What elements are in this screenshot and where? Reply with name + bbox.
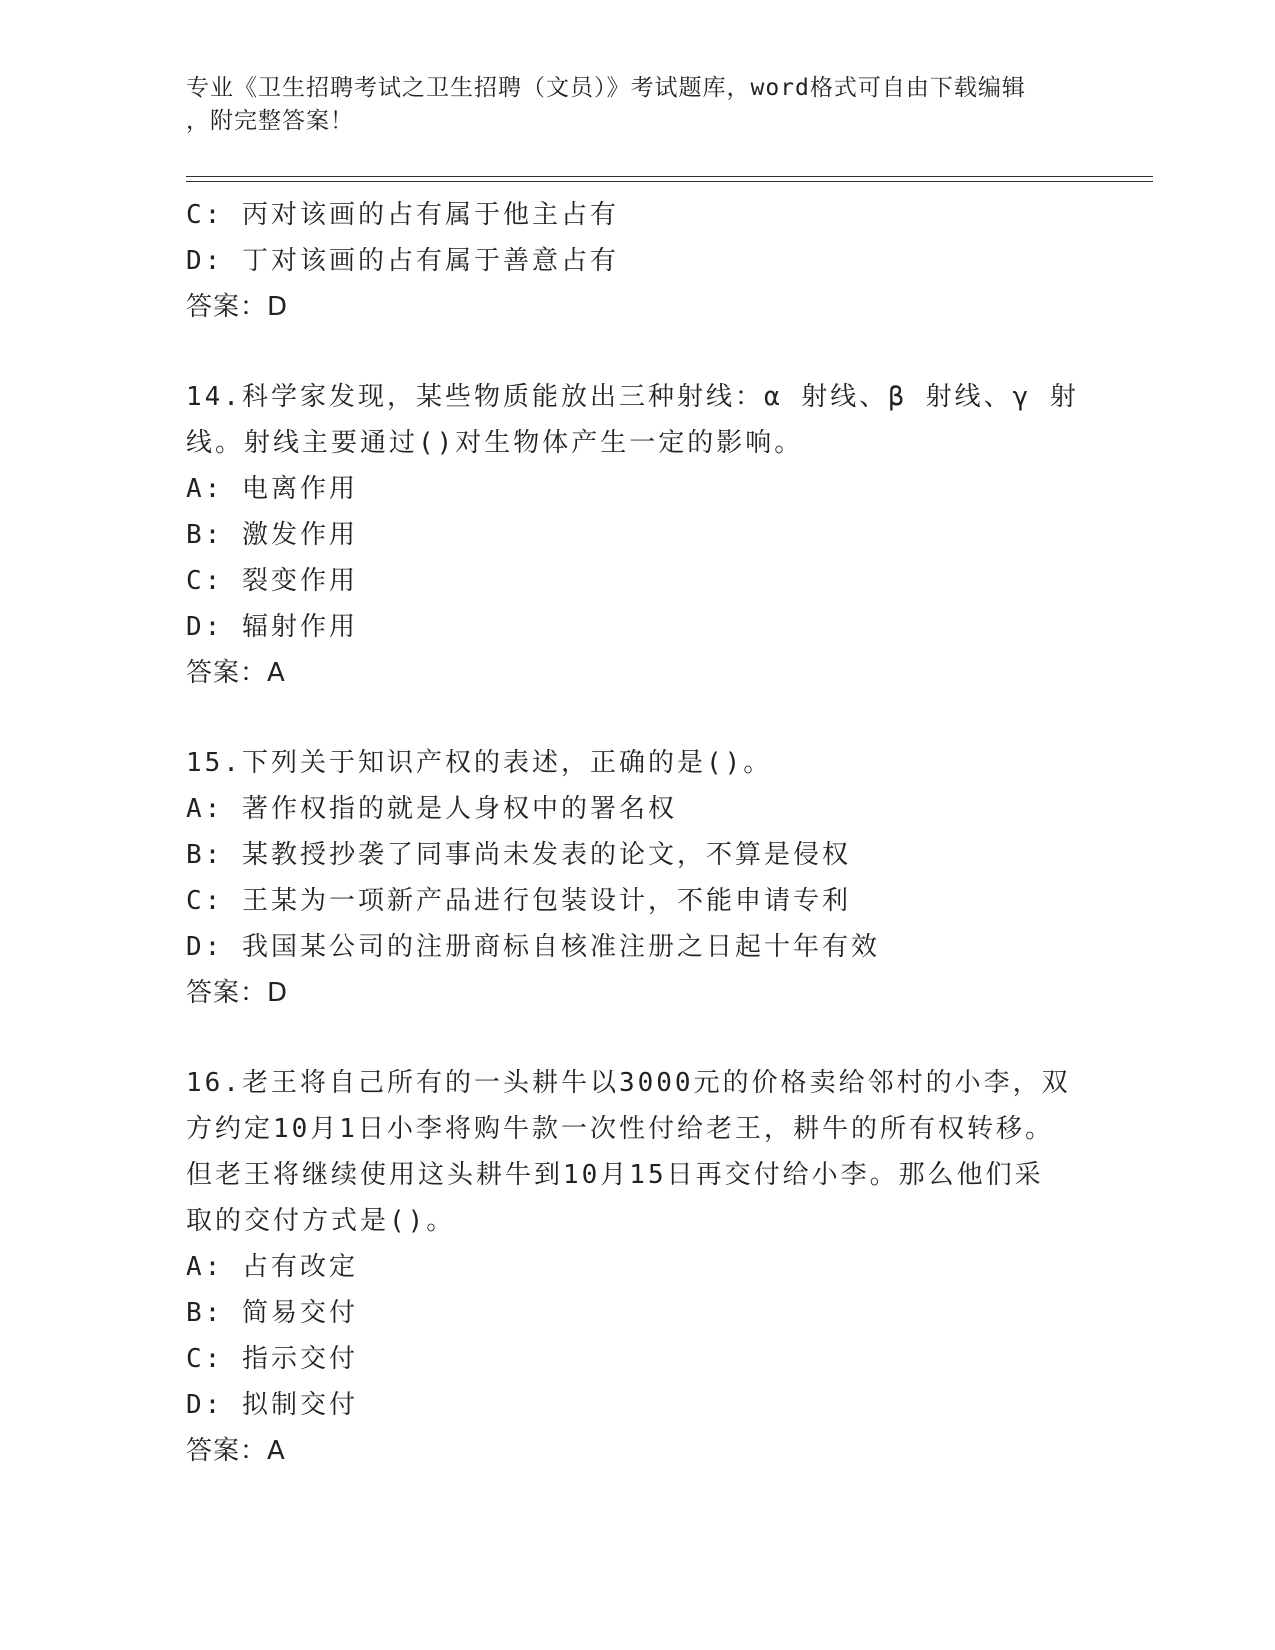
question-spacer <box>186 1016 1066 1060</box>
option-c: C: 指示交付 <box>186 1344 358 1374</box>
question-text-line: 线。射线主要通过()对生物体产生一定的影响。 <box>186 428 804 458</box>
option-d: D: 拟制交付 <box>186 1390 358 1420</box>
question-text-line: 14.科学家发现，某些物质能放出三种射线：α 射线、β 射线、γ 射 <box>186 382 1079 412</box>
answer-label: 答案：D <box>186 978 289 1008</box>
option-c: C: 丙对该画的占有属于他主占有 <box>186 200 619 230</box>
question-text-line: 但老王将继续使用这头耕牛到10月15日再交付给小李。那么他们采 <box>186 1160 1044 1190</box>
question-text-line: 15.下列关于知识产权的表述，正确的是()。 <box>186 748 773 778</box>
option-c: C: 王某为一项新产品进行包装设计，不能申请专利 <box>186 886 851 916</box>
option-d: D: 辐射作用 <box>186 612 358 642</box>
question-16 <box>186 1060 1071 1474</box>
header-divider-top <box>186 176 1153 177</box>
answer-label: 答案：D <box>186 292 289 322</box>
answer-label: 答案：A <box>186 1436 286 1466</box>
header-line-1: 专业《卫生招聘考试之卫生招聘（文员）》考试题库，word格式可自由下载编辑 <box>186 75 1026 101</box>
question-14 <box>186 374 1079 696</box>
option-a: A: 著作权指的就是人身权中的署名权 <box>186 794 677 824</box>
option-b: B: 简易交付 <box>186 1298 358 1328</box>
option-a: A: 电离作用 <box>186 474 358 504</box>
answer-label: 答案：A <box>186 658 286 688</box>
question-15 <box>186 740 1066 1016</box>
document-header <box>186 72 1066 138</box>
option-a: A: 占有改定 <box>186 1252 358 1282</box>
header-line-2: ，附完整答案！ <box>186 108 354 134</box>
option-d: D: 丁对该画的占有属于善意占有 <box>186 246 619 276</box>
question-text-line: 取的交付方式是()。 <box>186 1206 456 1236</box>
question-spacer <box>186 330 1066 374</box>
option-b: B: 某教授抄袭了同事尚未发表的论文，不算是侵权 <box>186 840 851 870</box>
option-b: B: 激发作用 <box>186 520 358 550</box>
question-text-line: 方约定10月1日小李将购牛款一次性付给老王，耕牛的所有权转移。 <box>186 1114 1054 1144</box>
question-13 <box>186 192 1066 330</box>
question-spacer <box>186 696 1066 740</box>
question-text-line: 16.老王将自己所有的一头耕牛以3000元的价格卖给邻村的小李，双 <box>186 1068 1071 1098</box>
option-d: D: 我国某公司的注册商标自核准注册之日起十年有效 <box>186 932 880 962</box>
option-c: C: 裂变作用 <box>186 566 358 596</box>
header-divider-bottom <box>186 181 1153 182</box>
question-list <box>186 192 1079 1474</box>
